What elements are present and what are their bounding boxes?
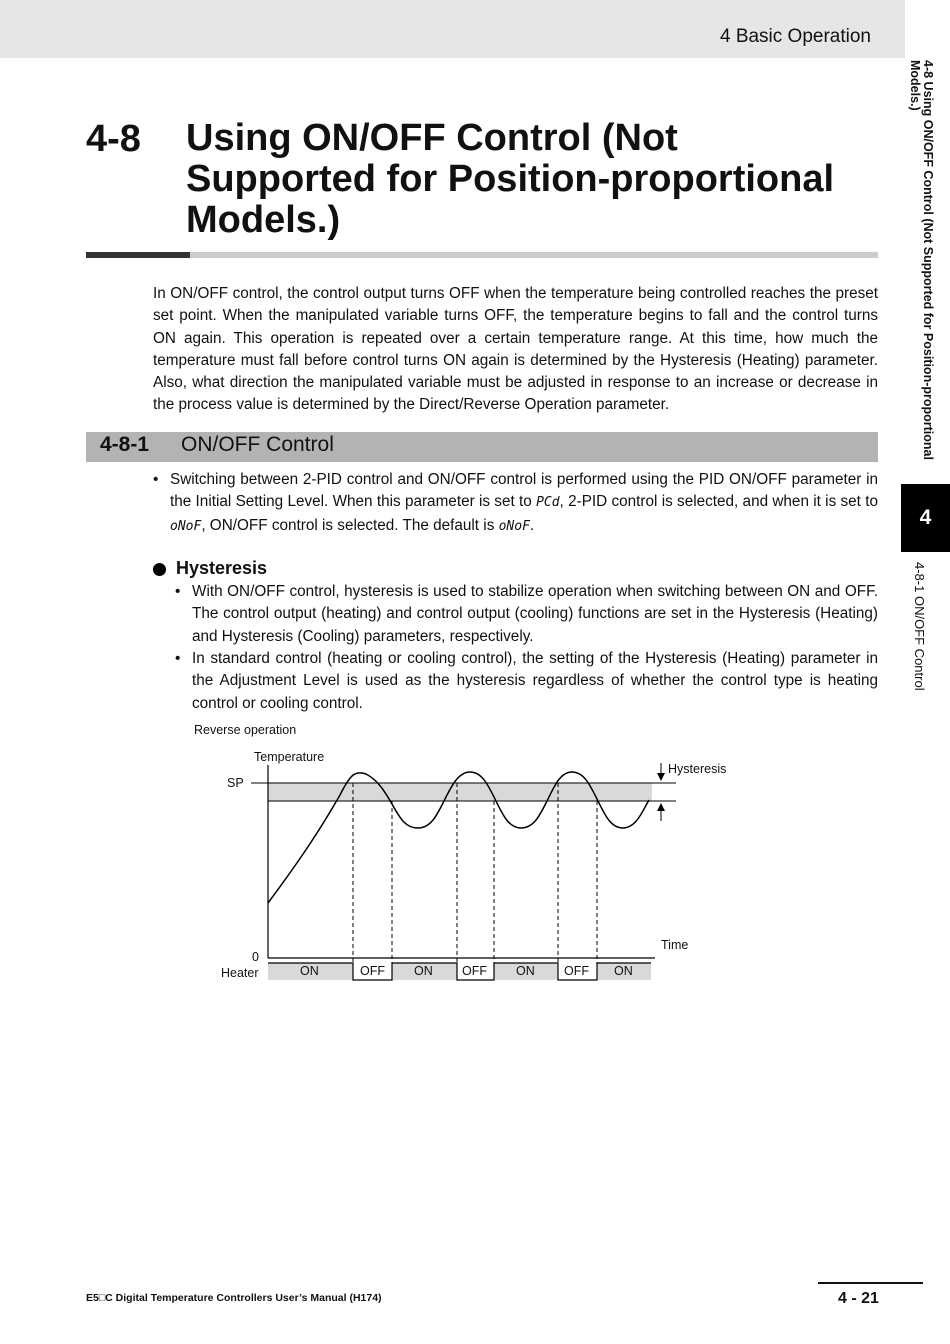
- page-number: 4 - 21: [838, 1290, 879, 1307]
- heater-state-label: OFF: [564, 964, 589, 978]
- heater-state-label: ON: [516, 964, 535, 978]
- bullet-text: , ON/OFF control is selected. The default is: [201, 516, 499, 534]
- bullet-text: Switching between 2-PID control and ON/OFF control is performed using the PID ON/OFF parameter in the Initial Setting Level. When this parameter is set to: [170, 471, 878, 511]
- intro-paragraph: In ON/OFF control, the control output turns OFF when the temperature being controlled reaches the preset set point. When the manipulated variable turns OFF, the temperature begins to fall and the control turns ON again. This operation is repeated over a certain temperature range. At this time, how much the temperature must fall before control turns ON again is determined by the Hysteresis (Heating) parameter. Also, what direction the manipulated variable must be adjusted in response to an increase or decrease in the process value is determined by the Direct/Reverse Operation parameter.: [153, 285, 878, 414]
- heading-number: 4-8: [86, 118, 141, 160]
- display-code-onof: oNoF: [498, 518, 530, 534]
- bullet-text: In standard control (heating or cooling control), the setting of the Hysteresis (Heating) parameter in the Adjustment Level is used as the hysteresis regardless of whether the control type is heating control or cooling control.: [192, 650, 878, 712]
- heater-state-label: ON: [614, 964, 633, 978]
- bullet-text: , 2-PID control is selected, and when it is set to: [559, 493, 878, 511]
- manual-title: E5□C Digital Temperature Controllers User’s Manual (H174): [86, 1292, 382, 1304]
- section-number: 4-8-1: [100, 433, 150, 456]
- bullet-dot: •: [175, 650, 181, 667]
- hysteresis-label: Hysteresis: [668, 762, 727, 776]
- arrow-up-icon: [657, 803, 665, 811]
- bullet-text: With ON/OFF control, hysteresis is used to stabilize operation when switching between ON and OFF. The control output (heating) and control output (cooling) functions are set in the Hysteresis (Heating) and Hysteresis (Cooling) parameters, respectively.: [192, 583, 878, 645]
- chapter-header: 4 Basic Operation: [719, 26, 871, 47]
- heater-state-label: ON: [300, 964, 319, 978]
- footer-rule: [818, 1282, 923, 1284]
- heater-state-label: OFF: [462, 964, 487, 978]
- heater-state-label: ON: [414, 964, 433, 978]
- sp-label: SP: [227, 776, 244, 790]
- arrow-down-icon: [657, 773, 665, 781]
- section-title: ON/OFF Control: [181, 433, 334, 456]
- temperature-label: Temperature: [254, 750, 325, 764]
- sidebar-subsection: 4-8-1 ON/OFF Control: [912, 562, 927, 691]
- time-label: Time: [661, 938, 689, 952]
- zero-label: 0: [252, 950, 259, 964]
- heater-state-label: OFF: [360, 964, 385, 978]
- bullet-dot: •: [175, 583, 181, 600]
- bullet-text: .: [529, 516, 535, 534]
- bullet-dot: •: [153, 471, 159, 488]
- chapter-tab: 4: [901, 484, 950, 552]
- heater-label: Heater: [221, 966, 259, 980]
- sidebar-section-title: 4-8 Using ON/OFF Control (Not Supported for Position-proportional Models.): [908, 60, 935, 460]
- hysteresis-band: [268, 783, 652, 801]
- page-title: Using ON/OFF Control (Not Supported for Position-proportional Models.): [186, 117, 835, 241]
- display-code-pcd: PCd: [536, 495, 560, 511]
- subheading-hysteresis: Hysteresis: [176, 558, 268, 578]
- display-code-onof: oNoF: [170, 518, 202, 534]
- figure-caption: Reverse operation: [194, 723, 297, 737]
